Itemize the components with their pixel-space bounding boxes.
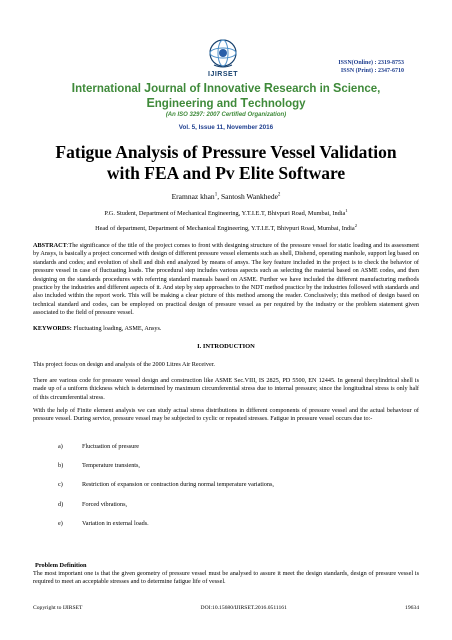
list-item-text: Fluctuation of pressure xyxy=(82,443,140,450)
affiliation-2 xyxy=(30,223,422,232)
list-item xyxy=(58,443,398,462)
intro-paragraph-2: There are various code for pressure vessel design and construction like ASME Sec.VIII, IS 2825, PD 5500, EN 12445. In general thecylindrical shell is made up of a uniform thickness which is determined by maximum circumferential stress due to internal pressure; since the longitudinal stress is only half of this circumferential stress. xyxy=(33,377,419,401)
logo-text: IJIRSET xyxy=(208,71,238,78)
abstract xyxy=(33,242,419,318)
paper-title xyxy=(30,142,422,184)
issn-print: ISSN (Print) : 2347-6710 xyxy=(340,67,404,74)
author-2-sup: 2 xyxy=(277,192,281,198)
list-item xyxy=(58,520,398,539)
affiliation-1 xyxy=(30,208,422,217)
list-item-text: Forced vibrations, xyxy=(82,500,128,508)
list-item xyxy=(58,501,398,520)
footer-page-number: 19634 xyxy=(405,605,419,611)
list-marker: c) xyxy=(58,481,63,489)
problem-definition-heading: Problem Definition xyxy=(35,562,87,569)
ijirset-logo-icon xyxy=(196,38,250,84)
list-item xyxy=(58,462,398,481)
author-1: Eramnaz khan xyxy=(171,192,215,201)
keywords xyxy=(33,325,419,333)
keywords-label: KEYWORDS: xyxy=(33,325,72,332)
list-item-text: Temperature transients, xyxy=(82,462,140,470)
section-heading-introduction: I. INTRODUCTION xyxy=(197,343,255,350)
author-separator: , xyxy=(217,192,221,201)
paper-authors xyxy=(40,192,412,201)
journal-certification: (An ISO 3297: 2007 Certified Organization) xyxy=(165,112,287,118)
list-item-text: Restriction of expansion or contraction during normal temperature variations, xyxy=(82,481,274,489)
footer-doi: DOI:10.15680/IJIRSET.2016.0511161 xyxy=(200,605,287,611)
affiliation-2-text: Head of department, Department of Mechanical Engineering, Y.T.I.E.T, Bhivpuri Road, Mumbai, India xyxy=(95,225,355,233)
abstract-text: :The significance of the title of the project comes to front with designing structure of the pressure vessel for static loading and its assessment by Ansys, is basically a project concerned with design of different pressure vessel elements such as shell, Dishend, operating manhole, support leg based on standards and codes; and evolution of shell and dish end analyzed by means of ansys. The key feature included in the project is to check the behavior of pressure vessel in case of fluctuating loads. The procedural step includes various aspects such as selecting the material based on ASME codes, and then designing on the standards procedures with referring standard manuals based on ASME. Further we have included the different manufacturing methods practice by the industries and different aspects of it. And step by step approaches to the NDT method practice by the industries followed with standards and also included within the report work. This will be making a clear picture of this method among the reader. Conclusively; this method of design based on technical standard and codes, can be employed on practical design of pressure vessel as per required by the industry or the problem statement given associated to the field of pressure vessel. xyxy=(33,242,419,317)
affiliation-1-text: P.G. Student, Department of Mechanical Engineering, Y.T.I.E.T, Bhivpuri Road, Mumbai, India xyxy=(104,210,346,218)
journal-name-line1: International Journal of Innovative Research in Science, xyxy=(71,81,381,95)
issn-block xyxy=(338,60,404,75)
list-marker: d) xyxy=(58,500,64,508)
keywords-text: Fluctuating loading, ASME, Ansys. xyxy=(71,325,162,332)
journal-name-line2: Engineering and Technology xyxy=(146,96,306,110)
list-item xyxy=(58,481,398,500)
affiliation-2-sup: 2 xyxy=(354,223,357,228)
author-1-sup: 1 xyxy=(214,192,218,198)
list-marker: a) xyxy=(58,443,63,450)
footer-copyright: Copyright to IJIRSET xyxy=(33,605,83,611)
intro-paragraph-1: This project focus on design and analysis of the 2000 Litres Air Receiver. xyxy=(33,361,215,368)
abstract-label: ABSTRACT xyxy=(33,242,67,249)
list-item-text: Variation in external loads. xyxy=(82,519,149,527)
paper-title-line2: with FEA and Pv Elite Software xyxy=(106,163,346,183)
list-marker: e) xyxy=(58,519,63,527)
logo-emblem-icon xyxy=(196,38,250,72)
journal-volume: Vol. 5, Issue 11, November 2016 xyxy=(178,124,274,131)
issn-online: ISSN(Online) : 2319-8753 xyxy=(338,60,404,66)
paper-title-line1: Fatigue Analysis of Pressure Vessel Validation xyxy=(55,142,397,162)
author-2: Santosh Wankhede xyxy=(220,192,278,201)
fatigue-causes-list xyxy=(58,443,398,539)
affiliation-1-sup: 1 xyxy=(345,208,348,213)
intro-paragraph-3: With the help of Finite element analysis we can study actual stress distributions in different components of pressure vessel and the actual behaviour of pressure vessel. During service, pressure vessel may be subjected to cyclic or repeated stresses. Fatigue in pressure vessel occurs due to:- xyxy=(33,407,419,423)
problem-definition-text: The most important one is that the given geometry of pressure vessel must be analysed to assure it meet the design standards, design of pressure vessel is required to meet an acceptable stresses and to determine fatigue life of vessel. xyxy=(33,570,419,586)
page-footer xyxy=(33,605,419,611)
list-marker: b) xyxy=(58,462,64,470)
